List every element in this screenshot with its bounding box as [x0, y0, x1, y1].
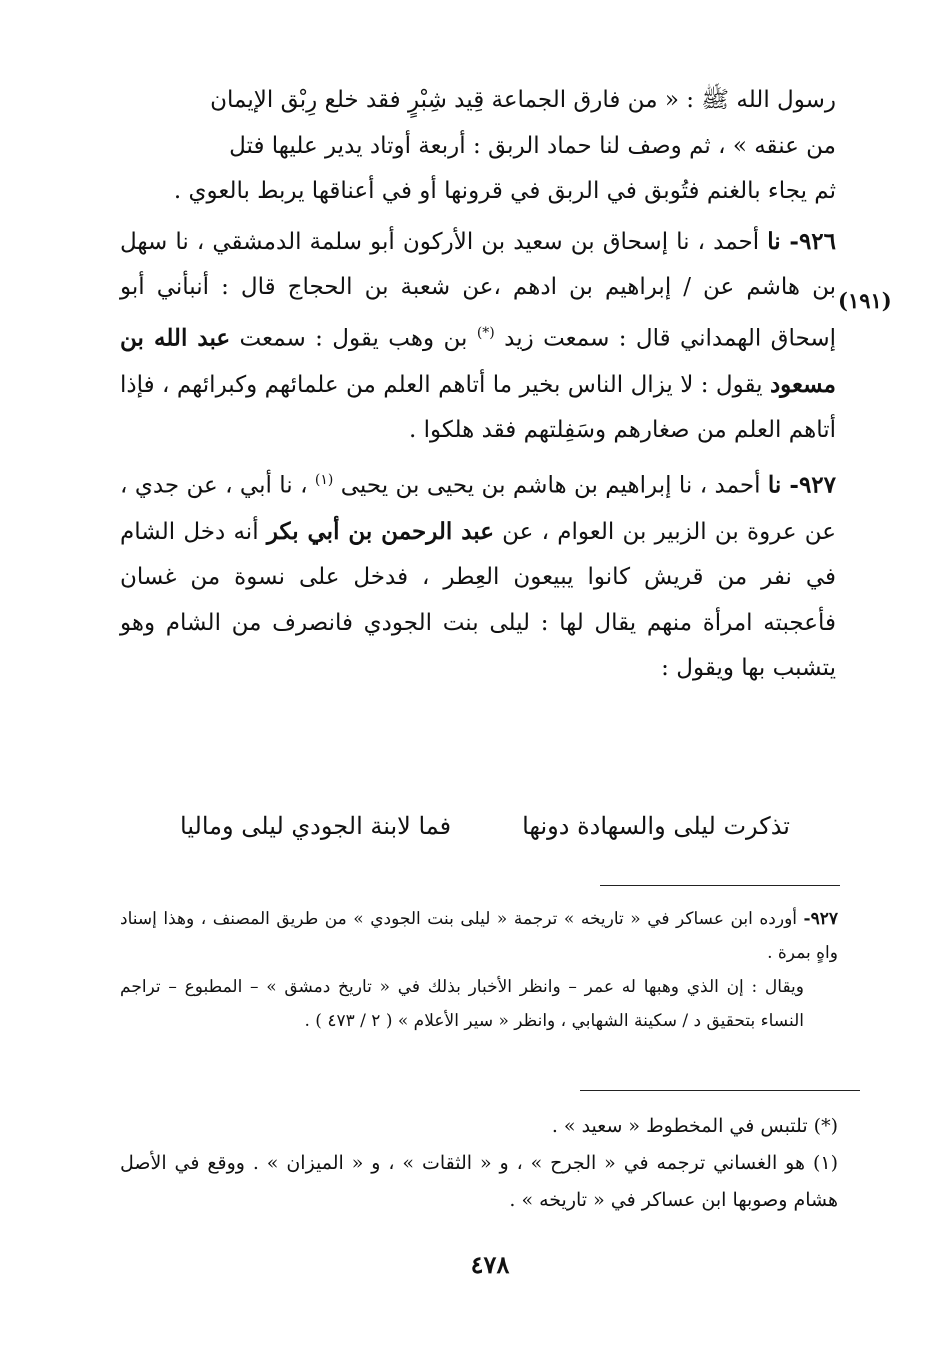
- author-notes: [120, 1108, 838, 1219]
- page-number: ٤٧٨: [470, 1250, 510, 1279]
- footnote-1-marker: (١): [812, 1152, 838, 1174]
- footnote-1: [120, 1145, 838, 1219]
- footnote-divider-1: [600, 885, 840, 886]
- manuscript-folio-marker: (١٩١): [838, 288, 892, 313]
- footnote-ref-1[interactable]: (١): [314, 471, 334, 488]
- verse-second-hemistich: فما لابنة الجودي ليلى وماليا: [180, 812, 452, 840]
- footnote-ref-star[interactable]: (*): [476, 324, 495, 341]
- note-927-continued: ويقال : إن الذي وهبها له عمر – وانظر الأخبار بذلك في « تاريخ دمشق » – المطبوع – تراجم النساء بتحقيق د / سكينة الشهابي ، وانظر « سير الأعلام » ( ٢ / ٤٧٣ ) .: [120, 977, 804, 1031]
- footnote-1-text: هو الغساني ترجمه في « الجرح » ، و « الثقات » ، و « الميزان » . ووقع في الأصل هشام وصوبها ابن عساكر في « تاريخه » .: [120, 1152, 838, 1211]
- previous-hadith-line-2: من عنقه » ، ثم وصف لنا حماد الربق : أربعة أوتاد يدير عليها فتل: [229, 132, 836, 159]
- note-927-number: ٩٢٧-: [803, 909, 838, 929]
- footnote-divider-2: [580, 1090, 860, 1091]
- footnote-star-marker: (*): [813, 1115, 838, 1137]
- hadith-926: [120, 219, 836, 454]
- hadith-926-text-2: بن وهب يقول : سمعت: [239, 325, 468, 352]
- hadith-927-text-2: ، نا أبي ، عن جدي ، عن عروة بن الزبير بن العوام ، عن: [120, 472, 837, 545]
- narrator-abd-al-rahman: عبد الرحمن بن أبي بكر: [266, 517, 494, 545]
- footnote-star: [120, 1108, 838, 1145]
- hadith-927: [120, 458, 836, 692]
- poetry-verse: [180, 812, 790, 840]
- footnote-star-text: تلتبس في المخطوط « سعيد » .: [551, 1115, 808, 1137]
- hadith-927-matn: أنه دخل الشام في نفر من قريش كانوا يبيعون العِطر ، فدخل على نسوة من غسان فأعجبته امرأة منهم يقال لها : ليلى بنت الجودي فانصرف من الشام وهو يتشبب بها ويقول :: [120, 518, 836, 682]
- hadith-number-927: ٩٢٧- نا: [767, 471, 836, 499]
- main-text: [120, 78, 836, 692]
- hadith-926-isnad: أحمد ، نا إسحاق بن سعيد بن الأركون أبو سلمة الدمشقي ، نا سهل بن هاشم عن / إبراهيم بن ادهم ،عن شعبة بن الحجاج قال : أنبأني أبو إسحاق الهمداني قال : سمعت زيد: [120, 228, 837, 352]
- hadith-926-matn: يقول : لا يزال الناس بخير ما أتاهم العلم من علمائهم وكبرائهم ، فإذا أتاهم العلم من صغارهم وسَفِلتهم فقد هلكوا .: [120, 371, 836, 444]
- editor-notes: [120, 902, 838, 1038]
- hadith-927-isnad: أحمد ، نا إبراهيم بن هاشم بن يحيى بن يحيى: [340, 472, 761, 499]
- verse-first-hemistich: تذكرت ليلى والسهادة دونها: [522, 812, 790, 840]
- previous-hadith-line-3: ثم يجاء بالغنم فتُوبق في الربق في قرونها أو في أعناقها يربط بالعوي .: [173, 178, 836, 204]
- note-927: [120, 902, 838, 970]
- hadith-number-926: ٩٢٦- نا: [767, 227, 836, 255]
- previous-hadith-line-1: رسول الله ﷺ : « من فارق الجماعة قِيد شِبْرٍ فقد خلع رِبْق الإيمان: [210, 87, 836, 113]
- note-927-text: أورده ابن عساكر في « تاريخه » ترجمة « ليلى بنت الجودي » من طريق المصنف ، وهذا إسناد واهٍ بمرة .: [120, 909, 838, 963]
- narrator-ibn-masud: عبد الله بن مسعود: [120, 324, 836, 398]
